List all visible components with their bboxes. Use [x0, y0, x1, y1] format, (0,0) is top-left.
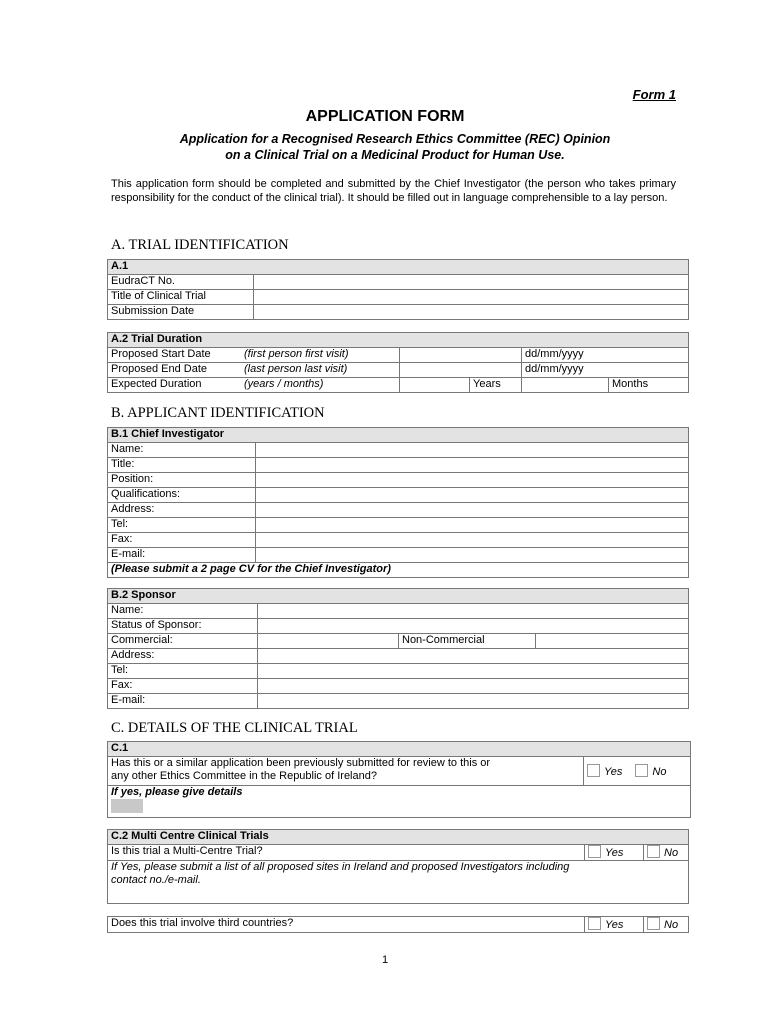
a2-hint-duration: (years / months): [241, 378, 400, 393]
c2-header: C.2 Multi Centre Clinical Trials: [108, 830, 689, 845]
b1-label-tel: Tel:: [108, 518, 256, 533]
years-label: Years: [470, 378, 522, 393]
b1-table: [107, 427, 689, 578]
duration-months-field[interactable]: [522, 378, 609, 393]
c1-question: [108, 757, 584, 786]
section-a-heading: A. TRIAL IDENTIFICATION: [111, 237, 289, 253]
b2-label-status: Status of Sponsor:: [108, 619, 258, 634]
b2-label-address: Address:: [108, 649, 258, 664]
months-label: Months: [609, 378, 689, 393]
c3-no-cell: [644, 917, 689, 933]
sponsor-tel-field[interactable]: [258, 664, 689, 679]
c2-table: [107, 829, 689, 904]
b2-label-email: E-mail:: [108, 694, 258, 709]
ci-name-field[interactable]: [256, 443, 689, 458]
c1-yes-checkbox[interactable]: [587, 764, 600, 777]
end-date-field[interactable]: [400, 363, 522, 378]
sponsor-name-field[interactable]: [258, 604, 689, 619]
c2-note-line-2: contact no./e-mail.: [111, 874, 201, 886]
page-number: 1: [381, 954, 389, 966]
c1-details-field[interactable]: [111, 799, 143, 813]
ci-fax-field[interactable]: [256, 533, 689, 548]
c3-yes-cell: [585, 917, 644, 933]
c2-no-cell: [644, 845, 689, 861]
b2-header: B.2 Sponsor: [108, 589, 689, 604]
a2-label-end: Proposed End Date: [108, 363, 242, 378]
sponsor-fax-field[interactable]: [258, 679, 689, 694]
ci-tel-field[interactable]: [256, 518, 689, 533]
c3-yes-label: Yes: [605, 919, 624, 931]
c1-table: [107, 741, 691, 818]
c1-answer: [584, 757, 691, 786]
a1-table: [107, 259, 689, 320]
section-b-heading: B. APPLICANT IDENTIFICATION: [111, 405, 325, 421]
commercial-field[interactable]: [258, 634, 399, 649]
c1-no-label: No: [652, 765, 667, 778]
a1-label-title: Title of Clinical Trial: [108, 290, 254, 305]
b1-label-email: E-mail:: [108, 548, 256, 563]
c1-details-label: If yes, please give details: [111, 786, 243, 798]
ci-address-field[interactable]: [256, 503, 689, 518]
subtitle-line-2: on a Clinical Trial on a Medicinal Product for Human Use.: [225, 148, 565, 162]
c3-no-checkbox[interactable]: [647, 917, 660, 930]
b1-label-qualifications: Qualifications:: [108, 488, 256, 503]
c2-note: [108, 861, 689, 904]
b2-label-name: Name:: [108, 604, 258, 619]
c1-header: C.1: [108, 742, 691, 757]
subtitle-line-1: Application for a Recognised Research Ethics Committee (REC) Opinion: [179, 132, 611, 146]
b1-label-fax: Fax:: [108, 533, 256, 548]
c2-no-label: No: [664, 847, 679, 859]
c1-yes-label: Yes: [604, 765, 623, 778]
form-number: Form 1: [632, 87, 676, 102]
c2-no-checkbox[interactable]: [647, 845, 660, 858]
b2-label-commercial: Commercial:: [108, 634, 258, 649]
non-commercial-field[interactable]: [536, 634, 689, 649]
intro-paragraph: This application form should be completed and submitted by the Chief Investigator (the person who takes primary responsibility for the conduct of the clinical trial). It should be filled out in language comprehensible to a lay person.: [111, 178, 676, 204]
b2-table: [107, 588, 689, 709]
a2-label-duration: Expected Duration: [108, 378, 242, 393]
c2-note-line-1: If Yes, please submit a list of all proposed sites in Ireland and proposed Investigators including: [111, 861, 570, 873]
non-commercial-label: Non-Commercial: [399, 634, 536, 649]
c3-no-label: No: [664, 919, 679, 931]
b1-label-name: Name:: [108, 443, 256, 458]
a2-hint-end: (last person last visit): [241, 363, 400, 378]
end-date-format: dd/mm/yyyy: [522, 363, 689, 378]
start-date-format: dd/mm/yyyy: [522, 348, 689, 363]
c1-question-line-2: any other Ethics Committee in the Republic of Ireland?: [111, 770, 377, 782]
a2-label-start: Proposed Start Date: [108, 348, 242, 363]
c2-yes-checkbox[interactable]: [588, 845, 601, 858]
c3-table: [107, 916, 689, 933]
trial-title-field[interactable]: [254, 290, 689, 305]
b1-header: B.1 Chief Investigator: [108, 428, 689, 443]
b1-label-title: Title:: [108, 458, 256, 473]
eudract-field[interactable]: [254, 275, 689, 290]
c1-question-line-1: Has this or a similar application been previously submitted for review to this or: [111, 757, 491, 769]
a1-header: A.1: [108, 260, 689, 275]
c2-yes-cell: [585, 845, 644, 861]
b2-label-fax: Fax:: [108, 679, 258, 694]
c3-yes-checkbox[interactable]: [588, 917, 601, 930]
c1-no-checkbox[interactable]: [635, 764, 648, 777]
b2-label-tel: Tel:: [108, 664, 258, 679]
submission-date-field[interactable]: [254, 305, 689, 320]
ci-position-field[interactable]: [256, 473, 689, 488]
sponsor-email-field[interactable]: [258, 694, 689, 709]
a2-hint-start: (first person first visit): [241, 348, 400, 363]
start-date-field[interactable]: [400, 348, 522, 363]
sponsor-address-field[interactable]: [258, 649, 689, 664]
section-c-heading: C. DETAILS OF THE CLINICAL TRIAL: [111, 720, 358, 736]
sponsor-status-field[interactable]: [258, 619, 689, 634]
ci-qualifications-field[interactable]: [256, 488, 689, 503]
page-subtitle: [100, 131, 690, 163]
a2-table: [107, 332, 689, 393]
a2-header: A.2 Trial Duration: [108, 333, 689, 348]
page-title: APPLICATION FORM: [305, 108, 465, 125]
b1-cv-note: (Please submit a 2 page CV for the Chief Investigator): [108, 563, 689, 578]
a1-label-submission-date: Submission Date: [108, 305, 254, 320]
c2-yes-label: Yes: [605, 847, 624, 859]
b1-label-address: Address:: [108, 503, 256, 518]
c1-details: [108, 786, 691, 818]
b1-label-position: Position:: [108, 473, 256, 488]
duration-years-field[interactable]: [400, 378, 470, 393]
ci-email-field[interactable]: [256, 548, 689, 563]
a1-label-eudract: EudraCT No.: [108, 275, 254, 290]
c2-question: Is this trial a Multi-Centre Trial?: [108, 845, 585, 861]
ci-title-field[interactable]: [256, 458, 689, 473]
c3-question: Does this trial involve third countries?: [108, 917, 585, 933]
